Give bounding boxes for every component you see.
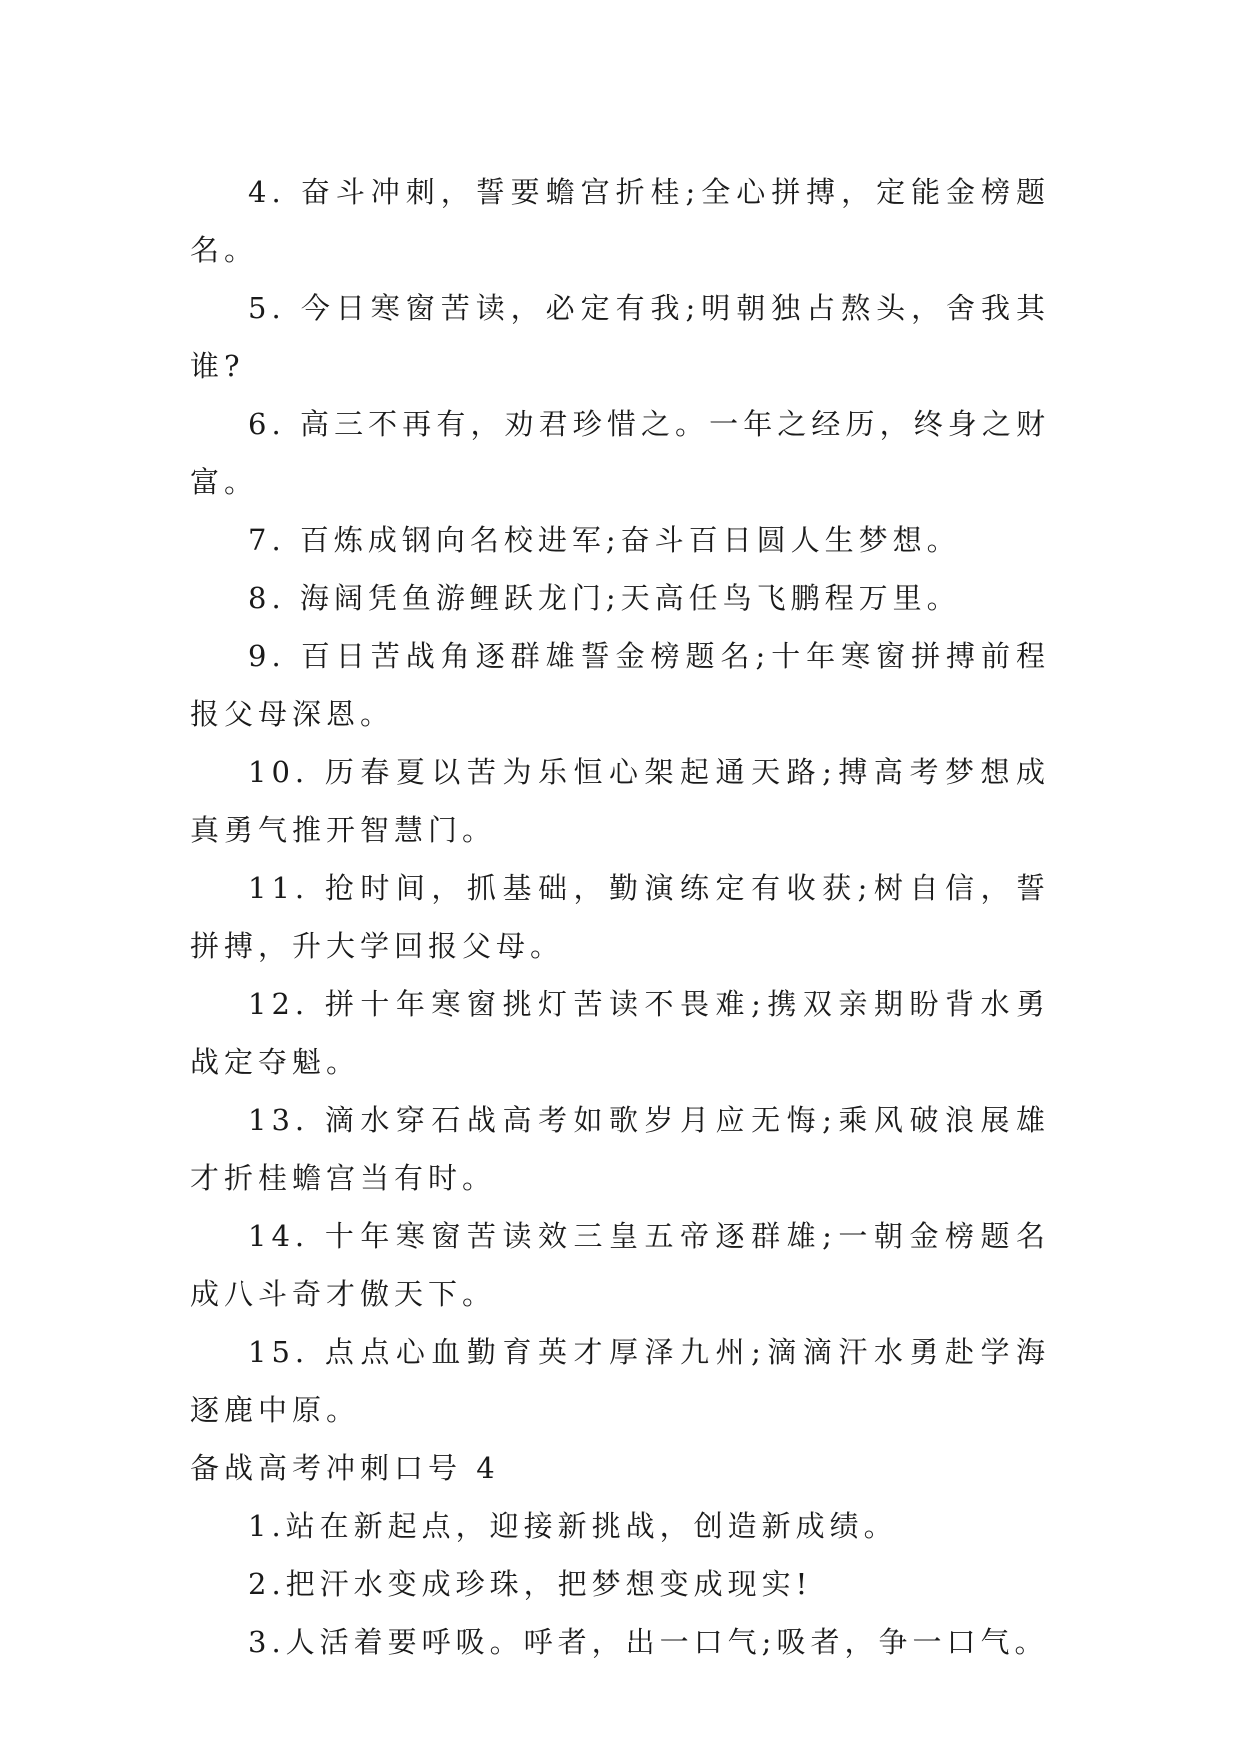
slogan-item: 8. 海阔凭鱼游鲤跃龙门;天高任鸟飞鹏程万里。 [248,581,961,615]
slogan-item: 4. 奋斗冲刺，誓要蟾宫折桂;全心拼搏，定能金榜题名。 [190,175,1050,267]
slogan-item: 2.把汗水变成珍珠，把梦想变成现实! [248,1567,813,1601]
slogan-item: 11. 抢时间，抓基础，勤演练定有收获;树自信，誓拼搏，升大学回报父母。 [190,871,1050,963]
slogan-item: 14. 十年寒窗苦读效三皇五帝逐群雄;一朝金榜题名成八斗奇才傲天下。 [190,1219,1050,1311]
document-body [190,163,1050,1671]
slogan-item: 15. 点点心血勤育英才厚泽九州;滴滴汗水勇赴学海逐鹿中原。 [190,1335,1050,1427]
slogan-item: 13. 滴水穿石战高考如歌岁月应无悔;乘风破浪展雄才折桂蟾宫当有时。 [190,1103,1050,1195]
slogan-item: 10. 历春夏以苦为乐恒心架起通天路;搏高考梦想成真勇气推开智慧门。 [190,755,1050,847]
slogan-item: 5. 今日寒窗苦读，必定有我;明朝独占熬头，舍我其谁? [190,291,1050,383]
slogan-item: 7. 百炼成钢向名校进军;奋斗百日圆人生梦想。 [248,523,961,557]
section-heading: 备战高考冲刺口号 4 [190,1451,500,1485]
slogan-item: 9. 百日苦战角逐群雄誓金榜题名;十年寒窗拼搏前程报父母深恩。 [190,639,1050,731]
slogan-item: 6. 高三不再有，劝君珍惜之。一年之经历，终身之财富。 [190,407,1050,499]
slogan-item: 12. 拼十年寒窗挑灯苦读不畏难;携双亲期盼背水勇战定夺魁。 [190,987,1050,1079]
slogan-item: 3.人活着要呼吸。呼者，出一口气;吸者，争一口气。 [248,1625,1049,1659]
slogan-item: 1.站在新起点，迎接新挑战，创造新成绩。 [248,1509,898,1543]
